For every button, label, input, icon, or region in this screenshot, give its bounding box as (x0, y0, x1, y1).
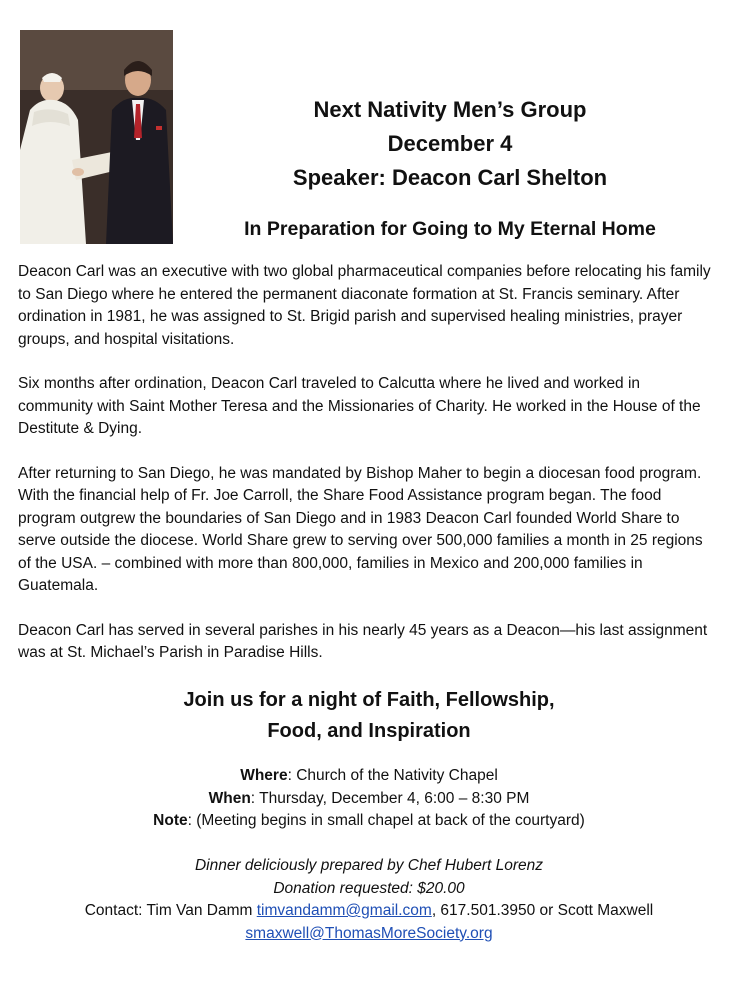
donation-amount: Donation requested: $20.00 (273, 879, 465, 897)
dinner-chef: Dinner deliciously prepared by Chef Hubert Lorenz (194, 857, 544, 874)
bio-paragraph: Deacon Carl was an executive with two global pharmaceutical companies before relocating his family to San Diego where he entered the permanent diaconate formation at St. Francis seminary. After ordination in 1981, he was assigned to St. Brigid parish and supervised healing ministries, prayer groups, and hospital visitations. (18, 263, 711, 348)
speaker-photo (20, 30, 173, 244)
email-link-tim[interactable]: timvandamm@gmail.com (256, 902, 432, 919)
contact-prefix: Contact: Tim Van Damm (84, 902, 257, 919)
bio-paragraph: Deacon Carl has served in several parishes in his nearly 45 years as a Deacon—his last assignment was at St. Michael’s Parish in Paradise Hills. (18, 621, 708, 661)
bio-paragraph: After returning to San Diego, he was mandated by Bishop Maher to begin a diocesan food program. With the financial help of Fr. Joe Carroll, the Share Food Assistance program began. The food program outgrew the boundaries of San Diego and in 1983 Deacon Carl founded World Share to serve outside the diocese. World Share grew to serving over 500,000 families a month in 25 regions of the USA. – combined with more than 800,000, families in Mexico and 200,000 families in Guatemala. (18, 464, 703, 594)
invitation-line: Join us for a night of Faith, Fellowship, (183, 689, 555, 711)
speaker-bio (18, 261, 718, 687)
contact-line (0, 900, 738, 923)
when-value: : Thursday, December 4, 6:00 – 8:30 PM (250, 789, 530, 807)
where-row (0, 765, 738, 788)
invitation-line: Food, and Inspiration (267, 720, 471, 742)
event-date: December 4 (387, 131, 513, 156)
event-header (200, 93, 700, 195)
where-label: Where (240, 767, 288, 784)
note-row (0, 810, 738, 833)
photo-pope-and-deacon-icon (20, 30, 173, 244)
speaker-name: Speaker: Deacon Carl Shelton (292, 165, 608, 190)
email-link-scott[interactable]: smaxwell@ThomasMoreSociety.org (245, 924, 493, 942)
talk-title: In Preparation for Going to My Eternal Home (244, 218, 656, 240)
when-row (0, 788, 738, 811)
note-label: Note (153, 812, 188, 829)
dinner-info (0, 855, 738, 900)
when-label: When (208, 789, 251, 807)
event-details (0, 765, 738, 833)
invitation-heading (0, 685, 738, 747)
group-title: Next Nativity Men’s Group (313, 97, 587, 122)
bio-paragraph: Six months after ordination, Deacon Carl traveled to Calcutta where he lived and worked in community with Saint Mother Teresa and the Missionaries of Charity. He worked in the House of the Destitute & Dying. (18, 375, 701, 437)
contact-info (0, 900, 738, 945)
note-value: : (Meeting begins in small chapel at back of the courtyard) (187, 812, 585, 829)
contact-line (0, 923, 738, 946)
contact-middle: , 617.501.3950 or Scott Maxwell (431, 902, 654, 919)
where-value: : Church of the Nativity Chapel (287, 767, 498, 784)
